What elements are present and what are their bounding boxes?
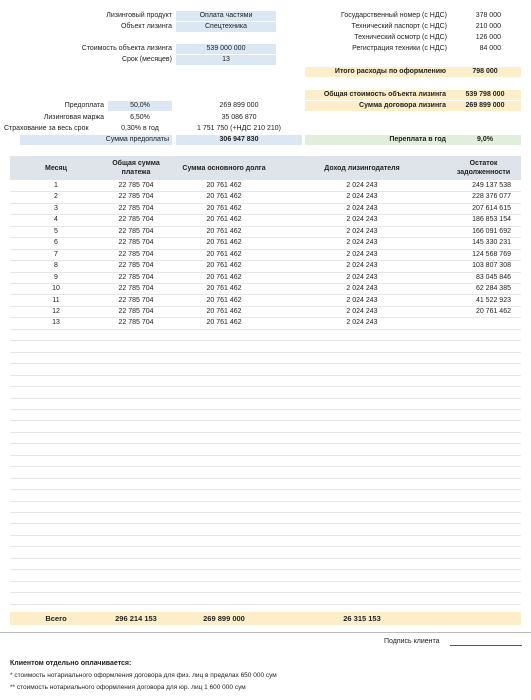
cell-month: 7 xyxy=(54,250,58,258)
margin-label: Лизинговая маржа xyxy=(43,114,104,121)
cell-principal: 20 761 462 xyxy=(206,216,242,224)
cell-payment: 22 785 704 xyxy=(118,193,154,201)
cell-payment: 22 785 704 xyxy=(118,182,154,189)
table-rule xyxy=(10,272,521,273)
cell-month: 3 xyxy=(54,204,58,212)
header-month: Месяц xyxy=(45,164,67,172)
table-rule xyxy=(10,363,521,364)
cell-income: 2 024 243 xyxy=(346,273,378,281)
overpay-value: 9,0% xyxy=(449,135,521,145)
cell-balance: 62 284 385 xyxy=(475,285,511,293)
cell-balance: 166 091 692 xyxy=(472,227,511,235)
cell-income: 2 024 243 xyxy=(346,296,378,304)
cell-payment: 22 785 704 xyxy=(118,250,154,258)
totals-income: 26 315 153 xyxy=(343,614,381,623)
product-value: Оплата частями xyxy=(176,11,276,21)
prepay-sum-value: 306 947 830 xyxy=(176,135,302,145)
cell-principal: 20 761 462 xyxy=(206,250,242,258)
cell-payment: 22 785 704 xyxy=(118,273,154,281)
cell-balance: 103 807 308 xyxy=(472,262,511,270)
cell-balance: 124 568 769 xyxy=(472,250,511,258)
fee-label-passport: Технический паспорт (с НДС) xyxy=(351,23,447,30)
table-rule xyxy=(10,501,521,502)
table-rule xyxy=(10,420,521,421)
table-rule xyxy=(10,489,521,490)
table-rule xyxy=(10,443,521,444)
totals-payment: 296 214 153 xyxy=(115,614,157,623)
cell-balance: 83 045 846 xyxy=(475,273,511,281)
cell-month: 13 xyxy=(52,319,60,327)
cell-income: 2 024 243 xyxy=(346,227,378,235)
margin-amount: 35 086 870 xyxy=(221,114,257,121)
cell-payment: 22 785 704 xyxy=(118,262,154,270)
cell-month: 2 xyxy=(54,193,58,201)
cell-balance: 249 137 538 xyxy=(472,182,511,189)
table-rule xyxy=(10,214,521,215)
cell-income: 2 024 243 xyxy=(346,285,378,293)
cost-label: Стоимость объекта лизинга xyxy=(81,45,172,52)
fee-value-registration: 84 000 xyxy=(479,45,501,52)
table-rule xyxy=(10,352,521,353)
header-balance: Остаток задолженности xyxy=(456,160,511,176)
cell-month: 9 xyxy=(54,273,58,281)
table-rule xyxy=(10,260,521,261)
cell-principal: 20 761 462 xyxy=(206,319,242,327)
cell-month: 10 xyxy=(52,285,60,293)
cell-payment: 22 785 704 xyxy=(118,307,154,315)
cell-principal: 20 761 462 xyxy=(206,296,242,304)
table-rule xyxy=(10,294,521,295)
object-total-label: Общая стоимость объекта лизинга xyxy=(305,90,449,100)
table-rule xyxy=(10,329,521,330)
prepay-amount: 269 899 000 xyxy=(219,102,259,109)
cell-balance: 20 761 462 xyxy=(475,307,511,315)
fee-label-inspection: Технический осмотр (с НДС) xyxy=(354,34,447,41)
object-label: Объект лизинга xyxy=(120,23,172,30)
table-rule xyxy=(10,398,521,399)
table-rule xyxy=(10,226,521,227)
cell-month: 4 xyxy=(54,216,58,224)
totals-row xyxy=(10,612,521,625)
object-value: Спецтехника xyxy=(176,22,276,32)
table-rule xyxy=(10,512,521,513)
cell-income: 2 024 243 xyxy=(346,307,378,315)
cell-principal: 20 761 462 xyxy=(206,193,242,201)
term-value: 13 xyxy=(176,55,276,65)
table-rule xyxy=(10,592,521,593)
cell-principal: 20 761 462 xyxy=(206,262,242,270)
cell-income: 2 024 243 xyxy=(346,182,378,189)
header-payment: Общая сумма платежа xyxy=(112,160,160,176)
cell-principal: 20 761 462 xyxy=(206,285,242,293)
cell-payment: 22 785 704 xyxy=(118,216,154,224)
overpay-label: Переплата в год xyxy=(305,135,449,145)
cell-month: 5 xyxy=(54,227,58,235)
table-rule xyxy=(10,535,521,536)
prepay-pct: 50,0% xyxy=(108,101,172,111)
insurance-amount: 1 751 750 (+НДС 210 210) xyxy=(197,125,281,132)
insurance-label: Страхование за весь срок xyxy=(4,125,89,132)
footer-divider xyxy=(0,632,531,633)
cell-balance: 145 330 231 xyxy=(472,239,511,247)
table-rule xyxy=(10,237,521,238)
cell-balance: 207 614 615 xyxy=(472,204,511,212)
table-rule xyxy=(10,340,521,341)
totals-principal: 269 899 000 xyxy=(203,614,245,623)
table-rule xyxy=(10,523,521,524)
cell-income: 2 024 243 xyxy=(346,216,378,224)
cell-income: 2 024 243 xyxy=(346,193,378,201)
header-income: Доход лизингодателя xyxy=(324,164,400,172)
cost-value: 539 000 000 xyxy=(176,44,276,54)
table-rule xyxy=(10,306,521,307)
cell-principal: 20 761 462 xyxy=(206,307,242,315)
table-rule xyxy=(10,203,521,204)
cell-payment: 22 785 704 xyxy=(118,227,154,235)
table-rule xyxy=(10,283,521,284)
table-rule xyxy=(10,569,521,570)
fee-label-registration: Регистрация техники (с НДС) xyxy=(352,45,447,52)
table-rule xyxy=(10,604,521,605)
note-individuals: * стоимость нотариального оформления договора для физ. лиц в пределах 650 000 сум xyxy=(10,672,277,679)
table-rule xyxy=(10,375,521,376)
cell-month: 8 xyxy=(54,262,58,270)
cell-income: 2 024 243 xyxy=(346,250,378,258)
insurance-pct: 0,30% в год xyxy=(121,125,159,132)
fee-label-plate: Государственный номер (с НДС) xyxy=(341,12,447,19)
cell-balance xyxy=(446,317,521,328)
table-rule xyxy=(10,386,521,387)
cell-income: 2 024 243 xyxy=(346,239,378,247)
cell-balance: 186 853 154 xyxy=(472,216,511,224)
table-rule xyxy=(10,317,521,318)
table-rule xyxy=(10,546,521,547)
margin-pct: 6,50% xyxy=(130,114,150,121)
totals-label: Всего xyxy=(45,614,67,623)
product-label: Лизинговый продукт xyxy=(106,12,172,19)
cell-balance: 228 376 077 xyxy=(472,193,511,201)
cell-principal: 20 761 462 xyxy=(206,227,242,235)
cell-income: 2 024 243 xyxy=(346,319,378,327)
cell-month: 6 xyxy=(54,239,58,247)
signature-label: Подпись клиента xyxy=(384,638,440,645)
contract-label: Сумма договора лизинга xyxy=(305,101,449,111)
table-rule xyxy=(10,466,521,467)
cell-principal: 20 761 462 xyxy=(206,204,242,212)
prepay-sum-label: Сумма предоплаты xyxy=(20,135,172,145)
header-principal: Сумма основного долга xyxy=(182,164,266,172)
table-rule xyxy=(10,478,521,479)
cell-payment: 22 785 704 xyxy=(118,239,154,247)
cell-payment: 22 785 704 xyxy=(118,296,154,304)
cell-month: 11 xyxy=(52,296,60,304)
cell-month: 1 xyxy=(54,182,58,189)
note-legal-entities: ** стоимость нотариального оформления договора для юр. лиц 1 600 000 сум xyxy=(10,684,246,691)
schedule-table-header xyxy=(10,156,521,180)
table-rule xyxy=(10,409,521,410)
signature-line[interactable] xyxy=(450,645,522,646)
cell-principal: 20 761 462 xyxy=(206,239,242,247)
fee-value-passport: 210 000 xyxy=(475,23,501,30)
fee-value-inspection: 126 000 xyxy=(475,34,501,41)
table-rule xyxy=(10,432,521,433)
prepay-label: Предоплата xyxy=(64,102,104,109)
cell-payment: 22 785 704 xyxy=(118,319,154,327)
fee-value-plate: 378 000 xyxy=(475,12,501,19)
table-rule xyxy=(10,191,521,192)
cell-payment: 22 785 704 xyxy=(118,285,154,293)
term-label: Срок (месяцев) xyxy=(121,56,172,63)
cell-income: 2 024 243 xyxy=(346,204,378,212)
cell-payment: 22 785 704 xyxy=(118,204,154,212)
cell-principal: 20 761 462 xyxy=(206,273,242,281)
table-rule xyxy=(10,249,521,250)
notes-title: Клиентом отдельно оплачивается: xyxy=(10,660,132,667)
table-rule xyxy=(10,581,521,582)
cell-month: 12 xyxy=(52,307,60,315)
cell-balance: 41 522 923 xyxy=(475,296,511,304)
cell-principal: 20 761 462 xyxy=(206,182,242,189)
fees-total-value: 798 000 xyxy=(449,67,521,77)
contract-value: 269 899 000 xyxy=(449,101,521,111)
fees-total-label: Итого расходы по оформлению xyxy=(305,67,449,77)
object-total-value: 539 798 000 xyxy=(449,90,521,100)
table-rule xyxy=(10,455,521,456)
cell-income: 2 024 243 xyxy=(346,262,378,270)
table-rule xyxy=(10,558,521,559)
